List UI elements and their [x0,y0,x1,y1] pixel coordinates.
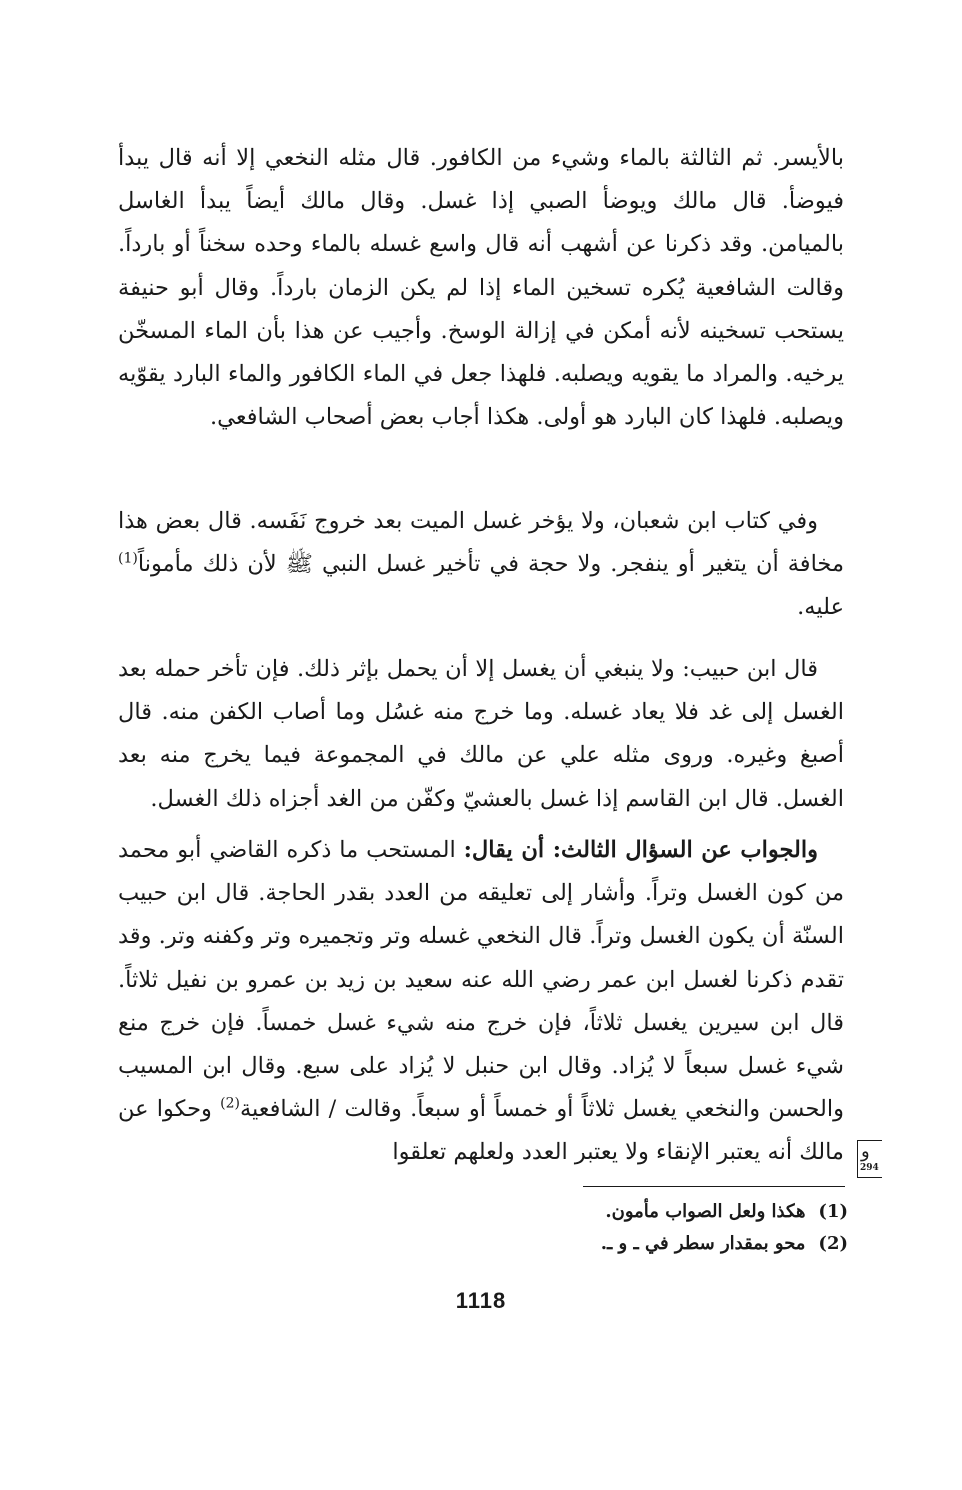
footnote-2 [118,1228,848,1260]
paragraph-4-text [118,829,844,1175]
paragraph-3-text: قال ابن حبيب: ولا ينبغي أن يغسل إلا أن يحمل بإثر ذلك. فإن تأخر حمله بعد الغسل إلى غد فلا يعاد غسله. وما خرج منه غسُل وما أصاب الكفن منه. قال أصبغ وغيره. وروى مثله علي عن مالك في المجموعة فيما يخرج منه بعد الغسل. قال ابن القاسم إذا غسل بالعشيّ وكفّن من الغد أجزاه ذلك الغسل. [118,656,844,812]
section-heading: والجواب عن السؤال الثالث: أن يقال: [463,837,818,863]
paragraph-2 [118,500,844,630]
paragraph-2-text [118,500,844,630]
folio-number: 294 [860,1163,879,1173]
footnote-ref-1: (1) [118,550,138,567]
footnote-1-text: هكذا ولعل الصواب مأمون. [605,1201,806,1222]
paragraph-2-main: وفي كتاب ابن شعبان، ولا يؤخر غسل الميت بعد خروج نَفَسه. قال بعض هذا مخافة أن يتغير أو ينفجر. ولا حجة في تأخير غسل النبي ﷺ لأن ذلك مأموناً [118,508,844,578]
paragraph-1-text: بالأيسر. ثم الثالثة بالماء وشيء من الكافور. قال مثله النخعي إلا أنه قال يبدأ فيوضأ. قال مالك ويوضأ الصبي إذا غسل. وقال مالك أيضاً يبدأ الغاسل بالميامن. وقد ذكرنا عن أشهب أنه قال واسع غسله بالماء وحده سخناً أو بارداً. وقالت الشافعية يُكره تسخين الماء إذا لم يكن الزمان بارداً. وقال أبو حنيفة يستحب تسخينه لأنه أمكن في إزالة الوسخ. وأجيب عن هذا بأن الماء المسخّن يرخيه. والمراد ما يقويه ويصلبه. فلهذا جعل في الماء الكافور والماء البارد يقوّيه ويصلبه. فلهذا كان البارد هو أولى. هكذا أجاب بعض أصحاب الشافعي. [118,145,844,431]
footnote-1-number: (1) [818,1201,848,1222]
paragraph-4-main: المستحب ما ذكره القاضي أبو محمد من كون الغسل وتراً. وأشار إلى تعليقه من العدد بقدر الحاجة. قال ابن حبيب السنّة أن يكون الغسل وتراً. قال النخعي غسله وتر وتجميره وتر وكفنه وتر. وقد تقدم ذكرنا لغسل ابن عمر رضي الله عنه سعيد بن زيد بن عمرو بن نفيل ثلاثاً. قال ابن سيرين يغسل ثلاثاً، فإن خرج منه شيء غسل خمساً. فإن خرج منع شيء غسل سبعاً لا يُزاد. وقال ابن حنبل لا يُزاد على سبع. وقال ابن المسيب والحسن والنخعي يغسل ثلاثاً أو خمساً أو سبعاً. وقالت / الشافعية [118,837,844,1123]
footnote-separator [583,1186,845,1187]
paragraph-4-end: وحكوا عن مالك أنه يعتبر الإنقاء ولا يعتبر العدد ولعلهم تعلقوا [118,1096,844,1166]
manuscript-folio-marker [857,1140,883,1186]
paragraph-4 [118,829,844,1175]
folio-letter: و [861,1141,870,1162]
footnote-2-text: محو بمقدار سطر في ـ و ـ. [600,1233,806,1254]
paragraph-1 [118,137,844,439]
paragraph-2-end: عليه. [797,594,844,621]
paragraph-3 [118,648,844,821]
footnote-ref-2: (2) [220,1095,240,1112]
footnote-2-number: (2) [818,1233,848,1254]
footnotes [118,1196,848,1260]
footnote-1 [118,1196,848,1228]
page-number: 1118 [455,1288,507,1313]
